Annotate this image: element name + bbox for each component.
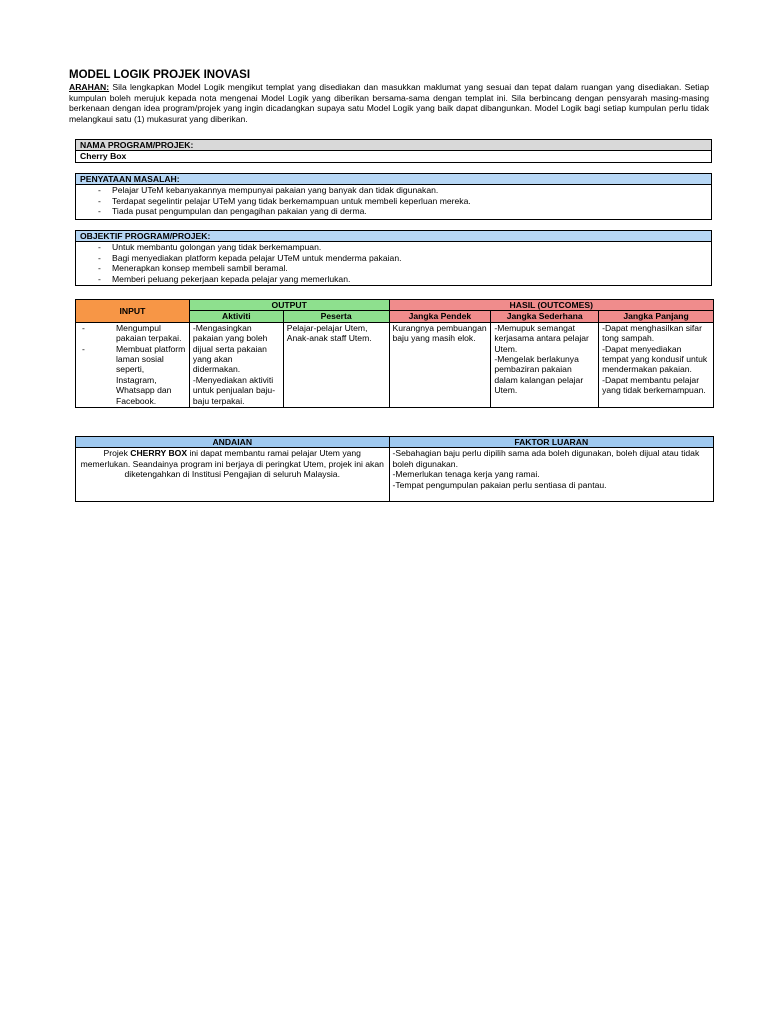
instructions-label: ARAHAN: xyxy=(69,82,110,92)
long-term-line: -Dapat menyediakan tempat yang kondusif untuk mendermakan pakaian. xyxy=(602,343,708,375)
aktiviti-cell xyxy=(189,322,283,407)
input-item: - Mengumpul pakaian terpakai. xyxy=(80,323,187,344)
page-title: MODEL LOGIK PROJEK INOVASI xyxy=(69,69,251,81)
input-cell xyxy=(76,322,190,407)
assumptions-table xyxy=(75,436,714,502)
medium-term-cell xyxy=(491,322,599,407)
peserta-header: Peserta xyxy=(283,311,389,322)
long-term-line: -Dapat membantu pelajar yang tidak berkemampuan. xyxy=(602,374,706,396)
short-term-header: Jangka Pendek xyxy=(389,311,491,322)
instructions-text: Sila lengkapkan Model Logik mengikut templat yang disediakan dan masukkan maklumat yang sesuai dan tepat dalam ruangan yang disediakan. Setiap kumpulan boleh merujuk kepada nota mengenai Model Logik yang diberikan bersama-sama dengan templat ini. Sila berbincang dengan pensyarah masing-masing berkenaan dengan idea program/projek yang ingin dicadangkan supaya satu Model Logik yang baik dapat dibangunkan. Model Logik bagi setiap kumpulan perlu tidak melangkaui satu (1) mukasurat yang diberikan. xyxy=(69,82,709,124)
aktiviti-line: -Menyediakan aktiviti untuk penjualan baju-baju terpakai. xyxy=(192,374,276,406)
andaian-text-pre: Projek xyxy=(103,448,131,459)
problem-item: - Tiada pusat pengumpulan dan pengagihan pakaian yang di derma. xyxy=(98,206,707,216)
objective-label: OBJEKTIF PROGRAM/PROJEK: xyxy=(76,231,712,242)
objective-item: - Menerapkan konsep membeli sambil beramal. xyxy=(98,263,707,273)
output-header: OUTPUT xyxy=(189,300,389,311)
objective-item: - Memberi peluang pekerjaan kepada pelajar yang memerlukan. xyxy=(98,274,707,284)
problem-statement-list xyxy=(80,185,707,216)
short-term-cell: Kurangnya pembuangan baju yang masih elok. xyxy=(389,322,491,407)
instructions-paragraph xyxy=(69,82,709,124)
program-name-label: NAMA PROGRAM/PROJEK: xyxy=(76,140,712,151)
medium-term-line: -Memupuk semangat kerjasama antara pelajar Utem. xyxy=(494,322,589,354)
long-term-header: Jangka Panjang xyxy=(599,311,714,322)
problem-statement-table xyxy=(75,173,712,220)
faktor-luaran-header: FAKTOR LUARAN xyxy=(389,437,714,448)
program-name-value: Cherry Box xyxy=(76,151,712,162)
problem-item: - Pelajar UTeM kebanyakannya mempunyai pakaian yang banyak dan tidak digunakan. xyxy=(98,185,707,195)
long-term-line: -Dapat menghasilkan sifar tong sampah. xyxy=(602,322,702,344)
faktor-line: -Memerlukan tenaga kerja yang ramai. xyxy=(392,469,540,480)
document-page xyxy=(69,69,709,490)
peserta-cell: Pelajar-pelajar Utem, Anak-anak staff Utem. xyxy=(283,322,389,407)
faktor-luaran-cell xyxy=(389,448,714,502)
outcomes-header: HASIL (OUTCOMES) xyxy=(389,300,714,311)
objective-table xyxy=(75,230,712,286)
problem-statement-label: PENYATAAN MASALAH: xyxy=(76,174,712,185)
objective-item: - Bagi menyediakan platform kepada pelajar UTeM untuk menderma pakaian. xyxy=(98,253,707,263)
aktiviti-header: Aktiviti xyxy=(189,311,283,322)
objective-item: - Untuk membantu golongan yang tidak berkemampuan. xyxy=(98,242,707,252)
program-name-table xyxy=(75,139,712,163)
long-term-cell xyxy=(599,322,714,407)
objective-list xyxy=(80,242,707,284)
medium-term-header: Jangka Sederhana xyxy=(491,311,599,322)
aktiviti-line: -Mengasingkan pakaian yang boleh dijual serta pakaian yang akan didermakan. xyxy=(192,322,268,375)
faktor-line: -Sebahagian baju perlu dipilih sama ada boleh digunakan, boleh dijual atau tidak boleh digunakan. xyxy=(392,448,700,469)
faktor-line: -Tempat pengumpulan pakaian perlu sentiasa di pantau. xyxy=(392,479,607,490)
problem-item: - Terdapat segelintir pelajar UTeM yang tidak berkemampuan untuk membeli keperluan mereka. xyxy=(98,196,707,206)
andaian-cell xyxy=(76,448,390,502)
logic-model-table xyxy=(75,299,714,408)
andaian-text-post: ini dapat membantu ramai pelajar Utem yang memerlukan. Seandainya program ini berjaya di peringkat Utem, projek ini akan diketengahkan di Institusi Pengajian di seluruh Malaysia. xyxy=(80,448,384,480)
input-list xyxy=(76,323,187,406)
input-item: - Membuat platform laman sosial seperti, Instagram, Whatsapp dan Facebook. xyxy=(80,344,187,406)
andaian-header: ANDAIAN xyxy=(76,437,390,448)
medium-term-line: -Mengelak berlakunya pembaziran pakaian dalam kalangan pelajar Utem. xyxy=(494,354,584,396)
input-header: INPUT xyxy=(76,300,190,323)
andaian-project-name: CHERRY BOX xyxy=(130,448,188,459)
